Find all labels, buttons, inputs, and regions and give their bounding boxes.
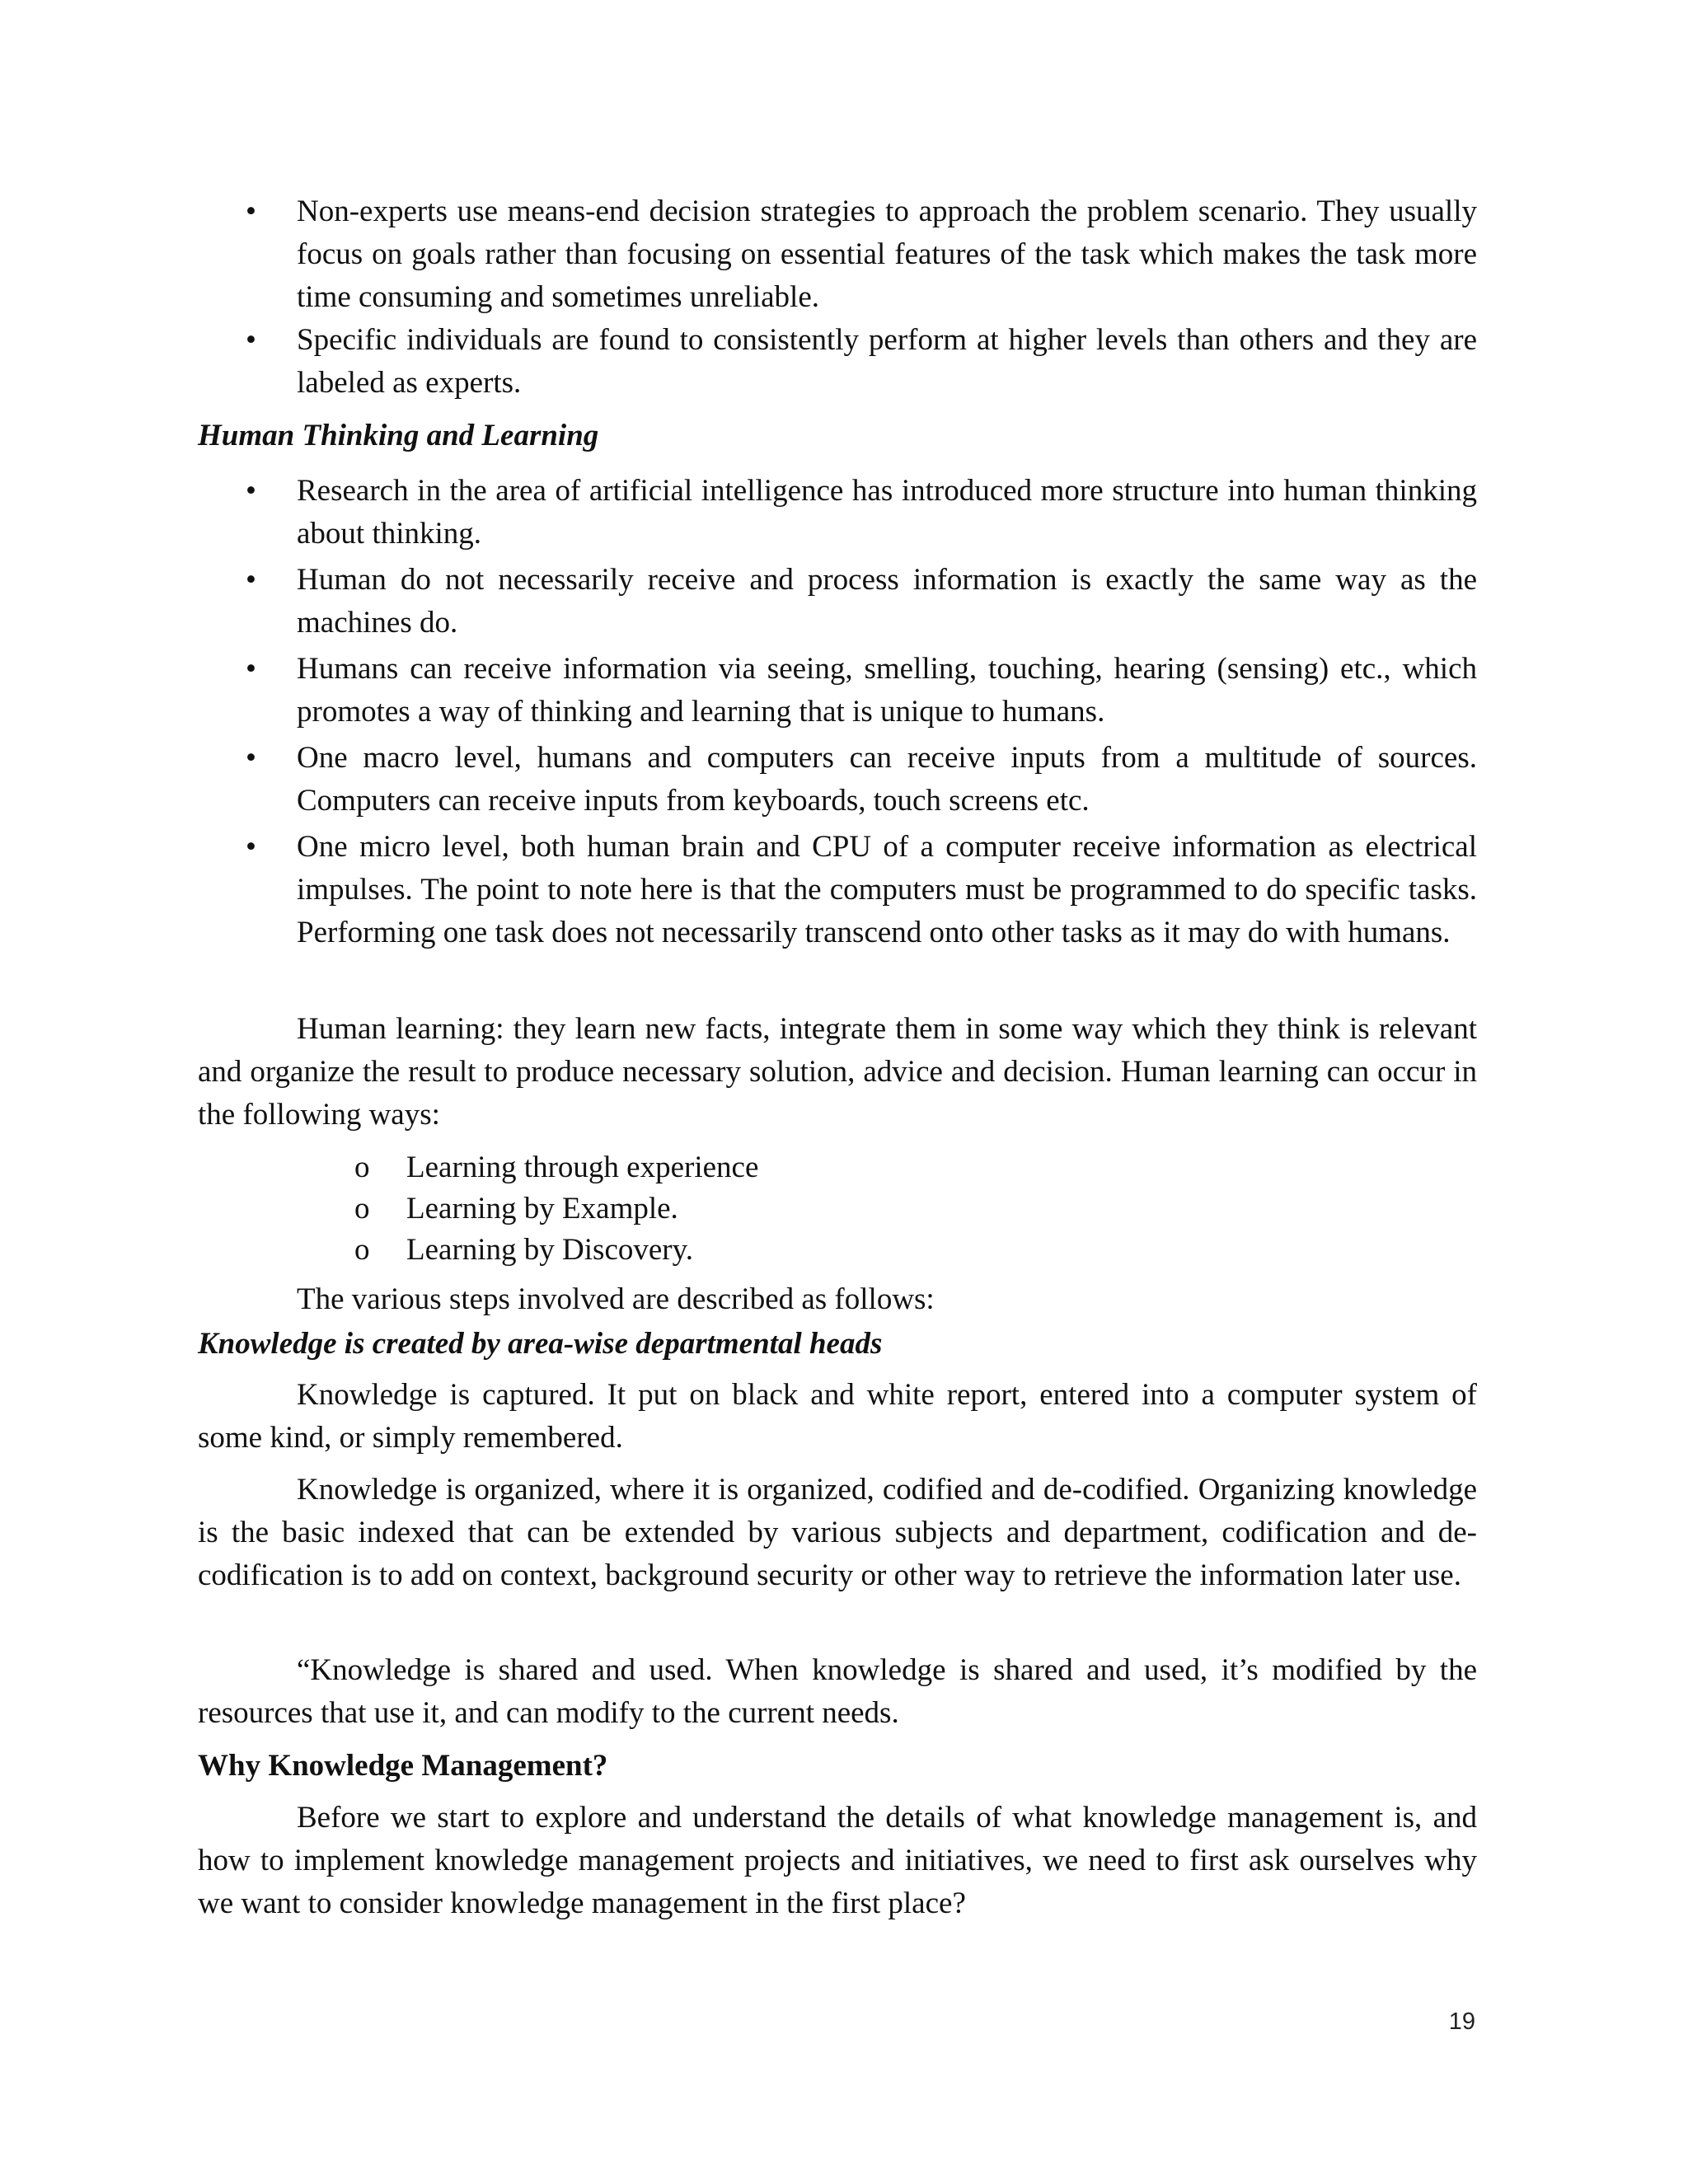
circle-bullet-icon: o <box>354 1192 370 1226</box>
bullet-dot-icon: • <box>246 652 256 686</box>
bullet-dot-icon: • <box>246 194 256 228</box>
list-item: o Learning by Example. <box>198 1188 1477 1230</box>
section-heading-knowledge-created: Knowledge is created by area-wise departmental heads <box>198 1327 883 1361</box>
circle-bullet-icon: o <box>354 1151 370 1184</box>
list-item: • Humans can receive information via seeing, smelling, touching, hearing (sensing) etc., which promotes a way of thinking and learning that is unique to humans. <box>198 648 1477 733</box>
list-item: • Research in the area of artificial intelligence has introduced more structure into human thinking about thinking. <box>198 470 1477 555</box>
thinking-bullet-list <box>198 470 1477 954</box>
paragraph-knowledge-captured: Knowledge is captured. It put on black and white report, entered into a computer system of some kind, or simply remembered. <box>198 1378 1477 1455</box>
learning-ways-list <box>198 1147 1477 1271</box>
paragraph-steps: The various steps involved are described as follows: <box>297 1282 935 1316</box>
list-item: • Specific individuals are found to consistently perform at higher levels than others and they are labeled as experts. <box>198 319 1477 405</box>
bullet-dot-icon: • <box>246 323 256 357</box>
intro-bullet-list <box>198 190 1477 405</box>
list-item: • Non-experts use means-end decision strategies to approach the problem scenario. They usually focus on goals rather than focusing on essential features of the task which makes the task more time consuming and sometimes unreliable. <box>198 190 1477 319</box>
list-item: o Learning by Discovery. <box>198 1230 1477 1271</box>
circle-bullet-icon: o <box>354 1233 370 1267</box>
bullet-dot-icon: • <box>246 563 256 597</box>
list-item: • Human do not necessarily receive and process information is exactly the same way as the machines do. <box>198 559 1477 644</box>
list-item: • One micro level, both human brain and CPU of a computer receive information as electrical impulses. The point to note here is that the computers must be programmed to do specific tasks. Performing one task does not necessarily transcend onto other tasks as it may do with humans. <box>198 826 1477 954</box>
paragraph-knowledge-shared: “Knowledge is shared and used. When knowledge is shared and used, it’s modified by the resources that use it, and can modify to the current needs. <box>198 1653 1477 1730</box>
section-heading-human-thinking: Human Thinking and Learning <box>198 419 599 452</box>
paragraph-human-learning: Human learning: they learn new facts, integrate them in some way which they think is relevant and organize the result to produce necessary solution, advice and decision. Human learning can occur in the following ways: <box>198 1012 1477 1132</box>
bullet-dot-icon: • <box>246 474 256 508</box>
bullet-dot-icon: • <box>246 830 256 864</box>
page-number: 19 <box>1448 2008 1475 2035</box>
list-item: • One macro level, humans and computers can receive inputs from a multitude of sources. Computers can receive inputs from keyboards, touch screens etc. <box>198 737 1477 823</box>
list-item: o Learning through experience <box>198 1147 1477 1188</box>
paragraph-knowledge-organized: Knowledge is organized, where it is organized, codified and de-codified. Organizing knowledge is the basic indexed that can be extended by various subjects and department, codification and de-codification is to add on context, background security or other way to retrieve the information later use. <box>198 1473 1477 1592</box>
paragraph-why-km: Before we start to explore and understand the details of what knowledge management is, and how to implement knowledge management projects and initiatives, we need to first ask ourselves why we want to consider knowledge management in the first place? <box>198 1801 1477 1920</box>
section-heading-why-km: Why Knowledge Management? <box>198 1749 608 1783</box>
bullet-dot-icon: • <box>246 741 256 775</box>
